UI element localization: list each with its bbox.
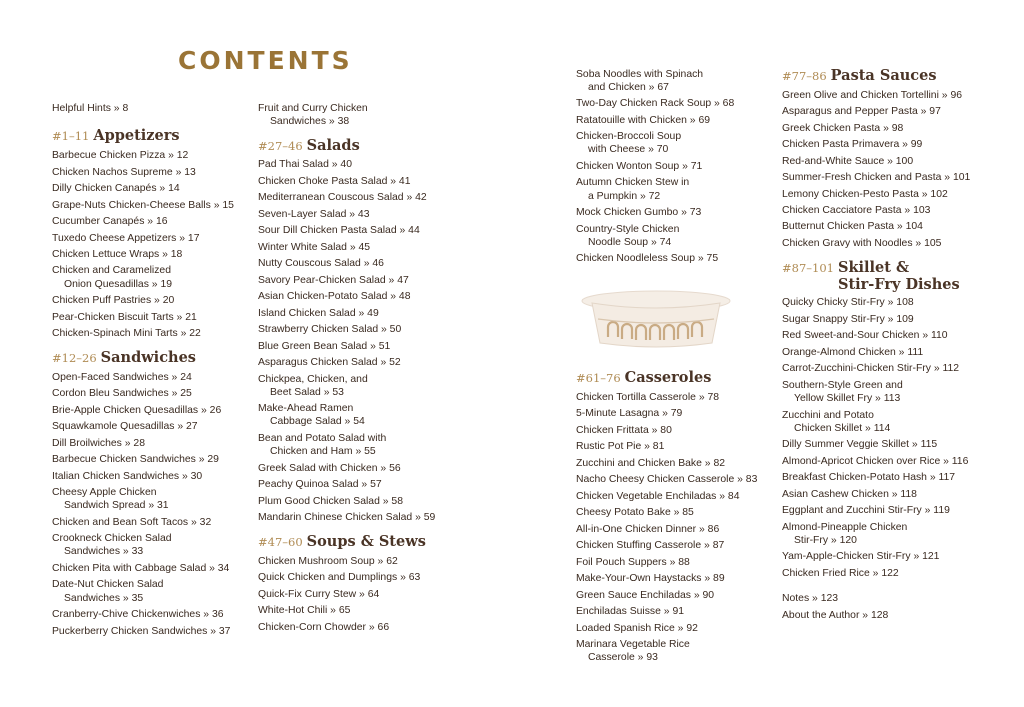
toc-entry[interactable]: Chicken-Corn Chowder » 66 — [258, 621, 390, 633]
toc-entry[interactable]: Nacho Cheesy Chicken Casserole » 83 — [576, 474, 758, 486]
toc-entry[interactable] — [258, 430, 473, 460]
entry-text: and Chicken » 67 — [588, 81, 669, 93]
toc-entry[interactable]: Chicken Pasta Primavera » 99 — [782, 139, 923, 151]
toc-entry[interactable]: Tuxedo Cheese Appetizers » 17 — [52, 232, 200, 244]
entry-text: with Cheese » 70 — [588, 144, 669, 156]
toc-entry[interactable]: Nutty Couscous Salad » 46 — [258, 258, 384, 270]
section-heading-soups — [258, 533, 473, 551]
toc-entry[interactable]: Chicken Cacciatore Pasta » 103 — [782, 204, 931, 216]
toc-entry[interactable]: Grape-Nuts Chicken-Cheese Balls » 15 — [52, 199, 234, 211]
entry-text: Sandwiches » 33 — [64, 546, 144, 558]
toc-entry[interactable]: Sugar Snappy Stir-Fry » 109 — [782, 313, 914, 325]
section-range: #1–11 — [52, 129, 90, 144]
toc-entry[interactable]: Chicken Nachos Supreme » 13 — [52, 166, 196, 178]
entry-text: Sandwiches » 35 — [64, 592, 144, 604]
toc-entry[interactable]: Cordon Bleu Sandwiches » 25 — [52, 388, 192, 400]
toc-entry[interactable]: Open-Faced Sandwiches » 24 — [52, 371, 192, 383]
toc-entry[interactable]: Breakfast Chicken-Potato Hash » 117 — [782, 472, 956, 484]
toc-entry[interactable] — [576, 221, 791, 251]
toc-entry[interactable]: Winter White Salad » 45 — [258, 241, 371, 253]
toc-entry[interactable]: Chicken Pita with Cabbage Salad » 34 — [52, 562, 230, 574]
entry-text: Autumn Chicken Stew in — [576, 177, 690, 189]
entry-text: Zucchini and Potato — [782, 409, 874, 421]
toc-entry[interactable]: Quicky Chicky Stir-Fry » 108 — [782, 297, 914, 309]
toc-entry[interactable]: Barbecue Chicken Sandwiches » 29 — [52, 454, 219, 466]
toc-entry[interactable]: Red Sweet-and-Sour Chicken » 110 — [782, 330, 948, 342]
section-range: #27–46 — [258, 138, 303, 153]
toc-entry[interactable]: Pear-Chicken Biscuit Tarts » 21 — [52, 311, 197, 323]
toc-entry[interactable]: Asian Cashew Chicken » 118 — [782, 488, 917, 500]
toc-entry[interactable]: Yam-Apple-Chicken Stir-Fry » 121 — [782, 551, 940, 563]
toc-entry[interactable]: Mediterranean Couscous Salad » 42 — [258, 192, 427, 204]
toc-entry[interactable] — [576, 636, 791, 666]
toc-column-3 — [576, 66, 791, 666]
toc-entry[interactable]: Island Chicken Salad » 49 — [258, 307, 379, 319]
toc-entry[interactable]: Strawberry Chicken Salad » 50 — [258, 324, 402, 336]
entry-text: Beet Salad » 53 — [270, 386, 344, 398]
toc-entry[interactable] — [782, 519, 997, 549]
entry-text: Almond-Pineapple Chicken — [782, 521, 908, 533]
toc-entry[interactable] — [258, 371, 473, 401]
toc-entry[interactable]: Chicken Tortilla Casserole » 78 — [576, 391, 720, 403]
toc-entry[interactable]: Notes » 123 — [782, 593, 839, 605]
toc-entry[interactable] — [782, 377, 997, 407]
toc-entry[interactable]: Quick-Fix Curry Stew » 64 — [258, 588, 380, 600]
section-heading-salads — [258, 137, 473, 155]
toc-entry[interactable]: Plum Good Chicken Salad » 58 — [258, 495, 403, 507]
toc-entry[interactable]: Pad Thai Salad » 40 — [258, 159, 352, 171]
toc-entry[interactable]: Greek Chicken Pasta » 98 — [782, 122, 904, 134]
entry-text: Skillet & — [837, 258, 910, 276]
entry-text: a Pumpkin » 72 — [588, 190, 661, 202]
entry-text: Sandwiches » 38 — [270, 115, 350, 127]
toc-entry[interactable]: Asian Chicken-Potato Salad » 48 — [258, 291, 411, 303]
entry-text: Chicken and Ham » 55 — [270, 446, 376, 458]
toc-entry[interactable]: Greek Salad with Chicken » 56 — [258, 462, 401, 474]
section-name: Salads — [306, 136, 360, 154]
toc-entry[interactable]: Asparagus Chicken Salad » 52 — [258, 357, 401, 369]
toc-entry[interactable]: Chicken Choke Pasta Salad » 41 — [258, 175, 411, 187]
section-range: #87–101 — [782, 260, 834, 275]
entry-text: Country-Style Chicken — [576, 223, 680, 235]
entry-text: Marinara Vegetable Rice — [576, 639, 690, 651]
section-range: #77–86 — [782, 69, 827, 83]
toc-entry[interactable]: Chicken-Spinach Mini Tarts » 22 — [52, 328, 201, 340]
toc-entry[interactable]: Zucchini and Chicken Bake » 82 — [576, 457, 726, 469]
toc-entry[interactable] — [52, 484, 267, 514]
section-heading-appetizers — [52, 127, 267, 145]
toc-entry[interactable]: Chicken Puff Pastries » 20 — [52, 295, 175, 307]
toc-entry[interactable]: Savory Pear-Chicken Salad » 47 — [258, 274, 409, 286]
section-range: #47–60 — [258, 534, 303, 549]
toc-entry[interactable]: Mock Chicken Gumbo » 73 — [576, 207, 702, 219]
section-name — [838, 259, 960, 293]
entry-text: Bean and Potato Salad with — [258, 432, 387, 444]
toc-entry[interactable] — [52, 531, 267, 561]
toc-entry[interactable]: Cheesy Potato Bake » 85 — [576, 507, 694, 519]
toc-entry[interactable]: Chicken Frittata » 80 — [576, 424, 672, 436]
toc-entry[interactable] — [576, 175, 791, 205]
toc-entry[interactable]: Ratatouille with Chicken » 69 — [576, 114, 710, 126]
entry-text: Sandwich Spread » 31 — [64, 500, 169, 512]
toc-entry[interactable]: Make-Your-Own Haystacks » 89 — [576, 573, 725, 585]
casserole-dish-icon — [576, 279, 736, 351]
toc-entry[interactable]: Butternut Chicken Pasta » 104 — [782, 221, 923, 233]
toc-entry[interactable]: Blue Green Bean Salad » 51 — [258, 340, 391, 352]
toc-entry[interactable]: Brie-Apple Chicken Quesadillas » 26 — [52, 404, 222, 416]
toc-entry[interactable]: Loaded Spanish Rice » 92 — [576, 622, 698, 634]
toc-entry[interactable]: Orange-Almond Chicken » 111 — [782, 346, 924, 358]
entry-text: Chicken and Caramelized — [52, 265, 171, 277]
toc-column-2 — [258, 100, 473, 635]
section-heading-sandwiches — [52, 349, 267, 367]
entry-text: Cheesy Apple Chicken — [52, 487, 157, 498]
entry-text: Cabbage Salad » 54 — [270, 416, 365, 428]
toc-entry[interactable] — [258, 100, 473, 130]
toc-entry[interactable]: Almond-Apricot Chicken over Rice » 116 — [782, 455, 969, 467]
section-name: Appetizers — [93, 127, 180, 145]
section-heading-skillet — [782, 259, 997, 293]
section-name: Casseroles — [624, 369, 712, 387]
toc-entry[interactable]: Chicken Stuffing Casserole » 87 — [576, 540, 725, 552]
toc-entry[interactable]: Seven-Layer Salad » 43 — [258, 208, 370, 220]
section-heading-casseroles — [576, 369, 791, 387]
entry-text: Chicken-Broccoli Soup — [576, 131, 682, 143]
toc-entry[interactable]: Chicken Gravy with Noodles » 105 — [782, 237, 942, 249]
toc-entry[interactable]: Italian Chicken Sandwiches » 30 — [52, 470, 203, 482]
entry-text: Stir-Fry » 120 — [794, 534, 857, 546]
toc-entry[interactable]: Mandarin Chinese Chicken Salad » 59 — [258, 512, 436, 524]
entry-text: Date-Nut Chicken Salad — [52, 579, 164, 591]
toc-entry[interactable]: Peachy Quinoa Salad » 57 — [258, 479, 382, 491]
entry-text: Fruit and Curry Chicken — [258, 102, 368, 114]
toc-entry[interactable]: Carrot-Zucchini-Chicken Stir-Fry » 112 — [782, 363, 960, 375]
toc-entry[interactable]: Barbecue Chicken Pizza » 12 — [52, 150, 189, 162]
entry-text: Onion Quesadillas » 19 — [64, 278, 173, 290]
toc-entry[interactable] — [52, 577, 267, 607]
toc-entry[interactable]: Summer-Fresh Chicken and Pasta » 101 — [782, 172, 971, 184]
toc-column-1 — [52, 100, 267, 639]
toc-entry[interactable]: Dilly Summer Veggie Skillet » 115 — [782, 439, 938, 451]
section-name: Pasta Sauces — [830, 67, 937, 84]
entry-text: Chickpea, Chicken, and — [258, 373, 368, 385]
toc-entry[interactable]: Green Olive and Chicken Tortellini » 96 — [782, 89, 963, 101]
toc-entry[interactable]: Cranberry-Chive Chickenwiches » 36 — [52, 609, 224, 621]
toc-entry[interactable]: Sour Dill Chicken Pasta Salad » 44 — [258, 225, 420, 237]
toc-entry[interactable] — [576, 129, 791, 159]
entry-text: Yellow Skillet Fry » 113 — [794, 393, 901, 405]
entry-text: Noodle Soup » 74 — [588, 236, 672, 248]
section-name: Sandwiches — [100, 349, 196, 367]
entry-text: Make-Ahead Ramen — [258, 403, 354, 415]
toc-entry[interactable]: Chicken Lettuce Wraps » 18 — [52, 248, 183, 260]
toc-entry[interactable]: Helpful Hints » 8 — [52, 102, 129, 114]
toc-entry[interactable] — [258, 401, 473, 431]
toc-entry[interactable]: Chicken Vegetable Enchiladas » 84 — [576, 490, 740, 502]
toc-entry[interactable]: About the Author » 128 — [782, 609, 889, 621]
toc-entry[interactable]: Lemony Chicken-Pesto Pasta » 102 — [782, 188, 948, 200]
section-range: #12–26 — [52, 351, 97, 366]
toc-entry[interactable]: Rustic Pot Pie » 81 — [576, 441, 665, 453]
toc-entry[interactable]: 5-Minute Lasagna » 79 — [576, 408, 683, 420]
toc-entry[interactable]: Squawkamole Quesadillas » 27 — [52, 421, 198, 433]
toc-entry[interactable]: Quick Chicken and Dumplings » 63 — [258, 572, 421, 584]
toc-entry[interactable] — [576, 66, 791, 96]
entry-text: Soba Noodles with Spinach — [576, 68, 704, 80]
toc-entry[interactable]: All-in-One Chicken Dinner » 86 — [576, 523, 720, 535]
toc-entry[interactable]: Enchiladas Suisse » 91 — [576, 606, 685, 618]
toc-entry[interactable]: Chicken and Bean Soft Tacos » 32 — [52, 516, 212, 528]
entry-text: Crookneck Chicken Salad — [52, 533, 172, 545]
toc-entry[interactable]: Chicken Wonton Soup » 71 — [576, 160, 703, 172]
toc-entry[interactable]: Dill Broilwiches » 28 — [52, 437, 145, 449]
toc-entry[interactable]: White-Hot Chili » 65 — [258, 605, 351, 617]
toc-entry[interactable]: Cucumber Canapés » 16 — [52, 216, 168, 228]
toc-entry[interactable]: Eggplant and Zucchini Stir-Fry » 119 — [782, 505, 950, 517]
page-title: CONTENTS — [178, 46, 353, 75]
toc-entry[interactable]: Asparagus and Pepper Pasta » 97 — [782, 106, 941, 118]
section-range: #61–76 — [576, 371, 621, 386]
section-heading-pasta-sauces — [782, 67, 997, 85]
entry-text: Southern-Style Green and — [782, 379, 903, 391]
toc-entry[interactable]: Chicken Noodleless Soup » 75 — [576, 253, 719, 265]
entry-text: Stir-Fry Dishes — [837, 275, 960, 293]
entry-text: Chicken Skillet » 114 — [794, 422, 891, 434]
toc-entry[interactable]: Two-Day Chicken Rack Soup » 68 — [576, 98, 735, 110]
toc-entry[interactable]: Red-and-White Sauce » 100 — [782, 155, 914, 167]
section-name: Soups & Stews — [306, 532, 426, 550]
toc-column-4 — [782, 66, 997, 624]
toc-entry[interactable]: Puckerberry Chicken Sandwiches » 37 — [52, 625, 231, 637]
toc-entry[interactable] — [52, 263, 267, 293]
toc-entry[interactable]: Green Sauce Enchiladas » 90 — [576, 589, 715, 601]
toc-entry[interactable] — [782, 407, 997, 437]
toc-entry[interactable]: Dilly Chicken Canapés » 14 — [52, 183, 180, 195]
toc-entry[interactable]: Chicken Fried Rice » 122 — [782, 567, 899, 579]
toc-entry[interactable]: Chicken Mushroom Soup » 62 — [258, 555, 398, 567]
entry-text: Casserole » 93 — [588, 652, 658, 664]
toc-entry[interactable]: Foil Pouch Suppers » 88 — [576, 556, 690, 568]
